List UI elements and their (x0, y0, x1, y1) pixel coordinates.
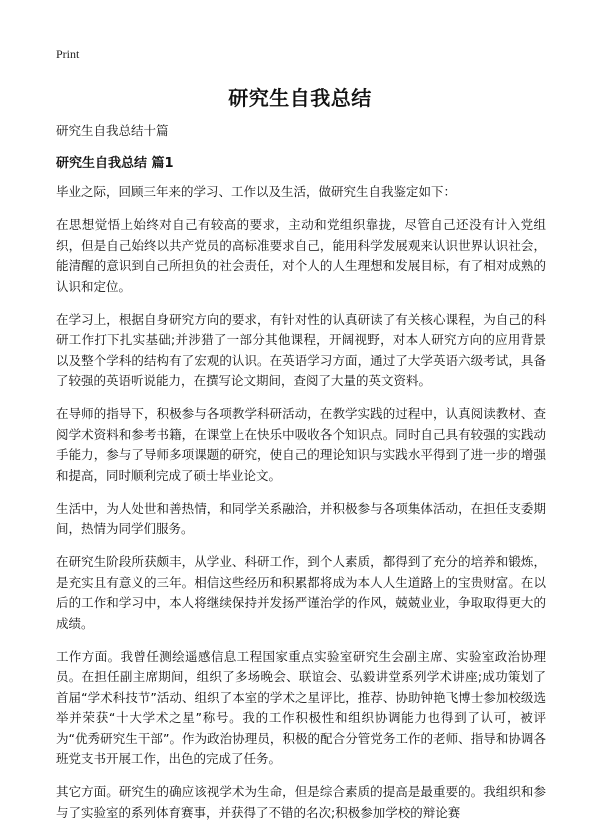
paragraph: 毕业之际，回顾三年来的学习、工作以及生活，做研究生自我鉴定如下： (56, 184, 457, 199)
document-subtitle: 研究生自我总结十篇 (56, 123, 169, 138)
paragraph: 在导师的指导下，积极参与各项教学科研活动，在教学实践的过程中，认真阅读教材、查阅学术资料和参考书籍，在课堂上在快乐中吸收各个知识点。同时自己具有较强的实践动手能力，参与了导师多项课题的研究，使自己的理论知识与实践水平得到了进一步的增强和提高，同时顺利完成了硕士毕业论文。 (56, 406, 546, 483)
paragraph: 工作方面。我曾任测绘遥感信息工程国家重点实验室研究生会副主席、实验室政治协理员。在担任副主席期间，组织了多场晚会、联谊会、弘毅讲堂系列学术讲座;成功策划了首届“学术科技节”活动、组织了本室的学术之星评比，推荐、协助钟艳飞博士参加校级选举并荣获“十大学术之星”称号。我的工作积极性和组织协调能力也得到了认可，被评为“优秀研究生干部”。作为政治协理员，积极的配合分管党务工作的老师、指导和协调各班党支书开展工作，出色的完成了任务。 (56, 648, 546, 766)
paragraph: 其它方面。研究生的确应该视学术为生命，但是综合素质的提高是最重要的。我组织和参与了实验室的系列体育赛事，并获得了不错的名次;积极参加学校的辩论赛 (56, 784, 546, 820)
section-heading: 研究生自我总结 篇1 (56, 156, 174, 171)
print-link[interactable]: Print (56, 47, 80, 61)
document-title: 研究生自我总结 (228, 86, 372, 110)
paragraph: 生活中，为人处世和善热情，和同学关系融洽，并积极参与各项集体活动，在担任支委期间，热情为同学们服务。 (56, 500, 546, 536)
paragraph: 在思想觉悟上始终对自己有较高的要求，主动和党组织靠拢，尽管自己还没有计入党组织，但是自己始终以共产党员的高标准要求自己，能用科学发展观来认识世界认识社会，能清醒的意识到自己所担负的社会责任，对个人的人生理想和发展目标，有了相对成熟的认识和定位。 (56, 217, 546, 294)
document-body (56, 182, 546, 836)
paragraph: 在研究生阶段所获颇丰，从学业、科研工作，到个人素质，都得到了充分的培养和锻炼，是充实且有意义的三年。相信这些经历和积累都将成为本人人生道路上的宝贵财富。在以后的工作和学习中，本人将继续保持并发扬严谨治学的作风，兢兢业业，争取取得更大的成绩。 (56, 554, 546, 631)
paragraph: 在学习上，根据自身研究方向的要求，有针对性的认真研读了有关核心课程，为自己的科研工作打下扎实基础;并涉猎了一部分其他课程，开阔视野，对本人研究方向的应用背景以及整个学科的结构有了宏观的认识。在英语学习方面，通过了大学英语六级考试，具备了较强的英语听说能力，在撰写论文期间，查阅了大量的英文资料。 (56, 311, 546, 388)
